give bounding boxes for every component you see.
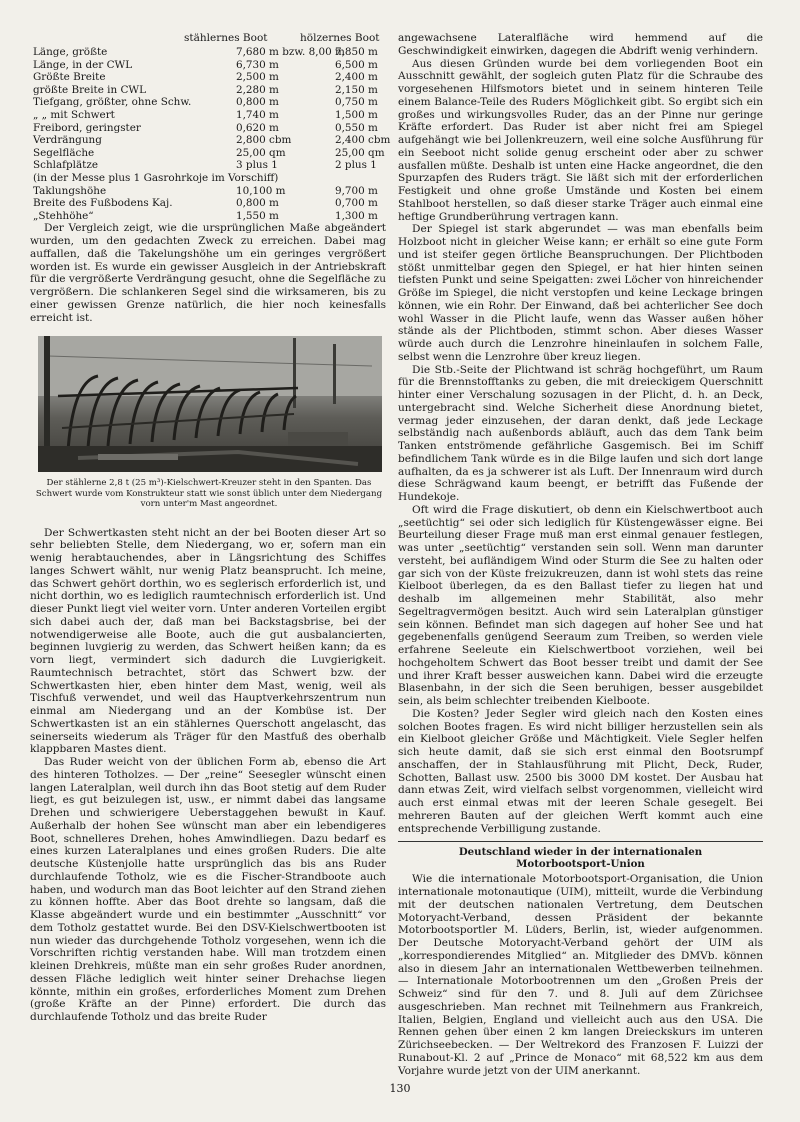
page-number: 130 [389,1082,411,1095]
spec-label: größte Breite in CWL [33,83,146,96]
spec-steel-value: 1,550 m [236,209,279,222]
spec-steel-value: 1,740 m [236,108,279,121]
spec-row [30,84,386,97]
spec-row [30,46,386,59]
spec-label: Tiefgang, größter, ohne Schw. [33,96,192,109]
paragraph-comparison: Der Vergleich zeigt, wie die ursprünglichen Maße abgeändert wurden, um den gedachten Zweck zu erreichen. Dabei mag auffallen, daß die Takelungshöhe um ein geringes vergrößert worden ist. Es wurde ein gewisser Ausgleich in der Antriebskraft für die vergrößerte Verdrängung gesucht, ohne die Segelfläche zu vergrößern. Die schlankeren Segel sind die wirksameren, bis zu einer gewissen Grenze natürlich, die hier noch keinesfalls erreicht ist. [30,222,386,324]
spec-table-note: (in der Messe plus 1 Gasrohrkoje im Vorschiff) [33,171,279,184]
spec-steel-value: 3 plus 1 [236,159,278,172]
spec-wood-value: 7,850 m [335,46,378,58]
paragraph-rudder: Das Ruder weicht von der üblichen Form ab, ebenso die Art des hinteren Totholzes. — Der „reine“ Seesegler wünscht einen langen Lateralplan, weil durch ihn das Boot stetig auf dem Ruder liegt, es gut beizulegen ist, usw., er nimmt dabei das langsame Drehen und schwierigere Ueberstaggehen bewußt in Kauf. Außerhalb der hohen See wünscht man aber ein lebendigeres Boot, schnelleres Drehen, hohes Amwindliegen. Dazu bedarf es eines kurzen Lateralplanes und eines großen Ruders. Die alte deutsche Küstenjolle hatte ursprünglich das bis ans Ruder durchlaufende Totholz, wie es die Fischer-Strandboote auch haben, und wodurch man das Boot leichter auf den Strand ziehen zu können hoffte. Aber das Boot drehte so langsam, daß die Klasse abgeändert wurde und ein bestimmter „Ausschnitt“ vor dem Totholz gestattet wurde. Bei den DSV-Kielschwertbooten ist nun wieder das durchgehende Totholz vorgesehen, wenn ich die Vorschriften richtig verstanden habe. Will man trotzdem einen kleinen Drehkreis, müßte man ein sehr großes Ruder anordnen, dessen Fläche lediglich weit hinter seiner Drehachse liegen könnte, mithin ein großes, erforderliches Moment zum Drehen (große Kräfte an der Pinne) erfordert. Die durch das durchlaufende Totholz und das breite Ruder [30,756,386,1024]
spec-wood-value: 2,400 m [335,71,378,84]
spec-wood-value: 1,500 m [335,108,378,121]
spec-row [30,134,391,147]
paragraph-costs: Die Kosten? Jeder Segler wird gleich nach den Kosten eines solchen Bootes fragen. Es wird nicht billiger herzustellen sein als ein Kielboot gleicher Größe und Mächtigkeit. Viele Segler helfen sich heute damit, daß sie sich erst einmal den Bootsrumpf anschaffen, der in Stahlausführung mit Plicht, Deck, Ruder, Schotten, Ballast usw. 2500 bis 3000 DM kostet. Der Ausbau hat dann etwas Zeit, wird vielfach selbst vorgenommen, vielleicht wird auch erst einmal etwas mit der leeren Schale gesegelt. Bei mehreren Bauten auf der gleichen Werft kommt auch eine entsprechende Verbilligung zustande. [398,707,763,835]
spec-label: Taklungshöhe [33,184,107,197]
wood-boat-header: hölzernes Boot [300,32,380,44]
spec-row [30,210,386,223]
spec-wood-value: 0,700 m [335,197,378,210]
left-column [30,32,391,1024]
spec-steel-value: 0,620 m [236,121,279,134]
spec-row [30,197,386,210]
spec-table [30,46,391,172]
right-column [398,32,763,1077]
spec-wood-value: 2,400 cbm [335,134,391,147]
spec-row [30,159,386,172]
hull-frames-image [38,336,382,472]
news-title-line-2: Motorbootsport-Union [516,858,645,871]
paragraph-lateral-area: angewachsene Lateralfläche wird hemmend auf die Geschwindigkeit einwirken, dagegen die Abdrift wenig verhindern. [398,32,763,57]
spec-row [30,71,386,84]
spec-label: Breite des Fußbodens Kaj. [33,197,173,210]
spec-wood-value: 6,500 m [335,58,378,71]
spec-label: „Stehhöhe“ [33,209,94,222]
spec-steel-value: 2,280 m [236,83,279,96]
spec-row [30,109,386,122]
spec-steel-value: 25,00 qm [236,146,286,159]
spec-row [30,122,386,135]
paragraph-centreboard-case: Der Schwertkasten steht nicht an der bei Booten dieser Art so sehr beliebten Stelle, dem Niedergang, wo er, sofern man ein wenig herabtauchendes, aber in Längsrichtung des Schiffes langes Schwert wählt, nur wenig Platz beansprucht. Ich meine, das Schwert gehört dorthin, wo es seglerisch erforderlich ist, und nicht dorthin, wo es lediglich raumtechnisch erforderlich ist. Und dieser Punkt liegt viel weiter vorn. Unter anderen Vorteilen ergibt sich dabei auch der, daß man bei Backstagsbrise, bei der notwendigerweise alle Boote, auch die gut ausbalancierten, beginnen luvgierig zu werden, das Schwert heißen kann; da es vorn liegt, vermindert sich dadurch die Luvgierigkeit. Raumtechnisch betrachtet, stört das Schwert bzw. der Schwertkasten hier, eben hinter dem Mast, wenig, weil als Tischfuß verwendet, und weil das Hauptverkehrszentrum nun einmal am Niedergang und an der Kombüse ist. Der Schwertkasten ist an ein stählernes Querschott angelascht, das seinerseits wiederum als Träger für den Mastfuß des oberhalb klappbaren Mastes dient. [30,526,386,756]
spec-wood-value: 0,550 m [335,121,378,134]
spec-label: Schlafplätze [33,159,98,172]
spec-row [30,96,386,109]
spec-label: Länge, größte [33,46,108,58]
spec-wood-value: 1,300 m [335,209,378,222]
section-divider [398,841,763,842]
spec-label: Größte Breite [33,71,106,84]
spec-label: Länge, in der CWL [33,58,133,71]
spec-wood-value: 2,150 m [335,83,378,96]
paragraph-cutout: Aus diesen Gründen wurde bei dem vorliegenden Boot ein Ausschnitt gewählt, der sogleich guten Platz für die Schraube des vorgesehenen Hilfsmotors bietet und in seinem hinteren Teile einem Balance-Teile des Ruders Möglichkeit gibt. So ergibt sich ein großes und wirkungsvolles Ruder, das an der Pinne nur geringe Kräfte erfordert. Das Ruder ist aber nicht frei am Spiegel aufgehängt wie bei Jollenkreuzern, weil eine solche Ausführung für ein Seeboot nicht solide genug erscheint oder aber zu schwer ausfallen müßte. Deshalb ist unten eine Hacke angeordnet, die den Spurzapfen des Ruders trägt. Sie läßt sich mit der erforderlichen Festigkeit und ohne große Umstände und Kosten bei einem Stahlboot herstellen, so daß dieser starke Träger auch einmal eine heftige Grundberührung vertragen kann. [398,57,763,223]
spec-steel-value: 0,800 m [236,96,279,109]
paragraph-seaworthiness: Oft wird die Frage diskutiert, ob denn ein Kielschwertboot auch „seetüchtig“ sei oder sich lediglich für Küstengewässer eigne. Bei Beurteilung dieser Frage muß man erst einmal genauer festlegen, was unter „seetüchtig“ verstanden sein soll. Wenn man darunter versteht, bei aufländigem Wind oder Sturm die See zu halten oder gar sich von der Küste freizukreuzen, dann ist wohl stets das reine Kielboot überlegen, da es den Ballast tiefer zu liegen hat und deshalb im allgemeinen mehr Stabilität, also mehr Segeltragvermögen besitzt. Auch wird sein Lateralplan günstiger sein können. Befindet man sich dagegen auf hoher See und hat gegebenenfalls genügend Seeraum zum Treiben, so werden viele erfahrene Seeleute ein Kielschwertboot vorziehen, weil bei hochgeholtem Schwert das Boot besser treibt und damit der See und ihrer Kraft besser ausweichen kann. Dabei wird die erzeugte Blasenbahn, in der sich die Seen beruhigen, besser ausgebildet sein, als beim schlechter treibenden Kielboote. [398,503,763,707]
spec-steel-value: 10,100 m [236,184,286,197]
spec-row [30,147,386,160]
spec-wood-value: 25,00 qm [335,146,385,159]
spec-label: Freibord, geringster [33,121,141,134]
spec-label: Segelfläche [33,146,95,159]
spec-wood-value: 9,700 m [335,184,378,197]
spec-wood-value: 2 plus 1 [335,159,377,172]
spec-steel-value: 2,500 m [236,71,279,84]
boat-frame-photo [38,336,382,472]
paragraph-transom: Der Spiegel ist stark abgerundet — was man ebenfalls beim Holzboot nicht in gleicher Weise kann; er erhält so eine gute Form und ist steifer gegen örtliche Beanspruchungen. Der Plichtboden stößt unmittelbar gegen den Spiegel, er hat hier hinten seinen tiefsten Punkt und seine Speigatten: zwei Löcher von hinreichender Größe im Spiegel, die nicht verstopfen und keine Leckage bringen können, wie ein Rohr. Der Einwand, daß bei achterlicher See doch wohl Wasser in die Plicht laufe, wenn das Wasser außen höher stände als der Plichtboden, stimmt schon. Aber dieses Wasser würde auch durch die Lenzrohre hineinlaufen in solchem Falle, selbst wenn die Lenzrohre über kreuz liegen. [398,223,763,363]
spec-row [30,185,386,198]
spec-steel-value: 2,800 cbm [236,134,292,147]
steel-boat-header: stählernes Boot [184,32,268,44]
spec-table-header [30,32,386,46]
news-title-line-1: Deutschland wieder in der internationalen [458,846,703,859]
spec-label: Verdrängung [33,134,102,147]
spec-label: „ „ mit Schwert [33,108,115,121]
paragraph-fuel-tanks: Die Stb.-Seite der Plichtwand ist schräg hochgeführt, um Raum für die Brennstofftanks zu geben, die mit dreieckigem Querschnitt hinter einer Verschalung sozusagen in der Plicht, d. h. an Deck, untergebracht sind. Welche Sicherheit diese Anordnung bietet, vermag jeder einzusehen, der daran denkt, daß jede Leckage selbständig nach außenbords abläuft, auch das dem Tank beim Tanken entströmende gefährliche Gasgemisch. Bei im Schiff befindlichem Tank würde es in die Bilge laufen und sich dort lange aufhalten, da es ja schwerer ist als Luft. Der Innenraum wird durch diese Schrägwand kaum beengt, er betrifft das Fußende der Hundekoje. [398,363,763,503]
spec-steel-value: 7,680 m bzw. 8,00 m [236,46,345,58]
photo-caption: Der stählerne 2,8 t (25 m³)-Kielschwert-Kreuzer steht in den Spanten. Das Schwert wurde vom Konstrukteur statt wie sonst üblich unter dem Niedergang vorn unter'm Mast angeordnet. [35,478,383,510]
spec-row [30,59,386,72]
spec-wood-value: 0,750 m [335,96,378,109]
spec-steel-value: 6,730 m [236,58,279,71]
spec-table-continued [30,185,386,223]
spec-steel-value: 0,800 m [236,197,279,210]
paragraph-uim-news: Wie die internationale Motorbootsport-Organisation, die Union internationale motonautique (UIM), mitteilt, wurde die Verbindung mit der deutschen nationalen Vertretung, dem Deutschen Motoryacht-Verband, dessen Präsident der bekannte Motorbootsportler M. Lüders, Berlin, ist, wieder aufgenommen. Der Deutsche Motoryacht-Verband gehört der UIM als „korrespondierendes Mitglied“ an. Mitglieder des DMVb. können also in diesem Jahr an internationalen Wettbewerben teilnehmen. — Internationale Motorbootrennen um den „Großen Preis der Schweiz“ sind für den 7. und 8. Juli auf dem Zürichsee ausgeschrieben. Man rechnet mit Teilnehmern aus Frankreich, Italien, Belgien, England und vielleicht auch aus den USA. Die Rennen gehen über einen 2 km langen Dreieckskurs im unteren Zürichseebecken. — Der Weltrekord des Franzosen F. Luizzi der Runabout-Kl. 2 auf „Prince de Monaco“ mit 68,522 km aus dem Vorjahre wurde jetzt von der UIM anerkannt. [398,873,763,1077]
